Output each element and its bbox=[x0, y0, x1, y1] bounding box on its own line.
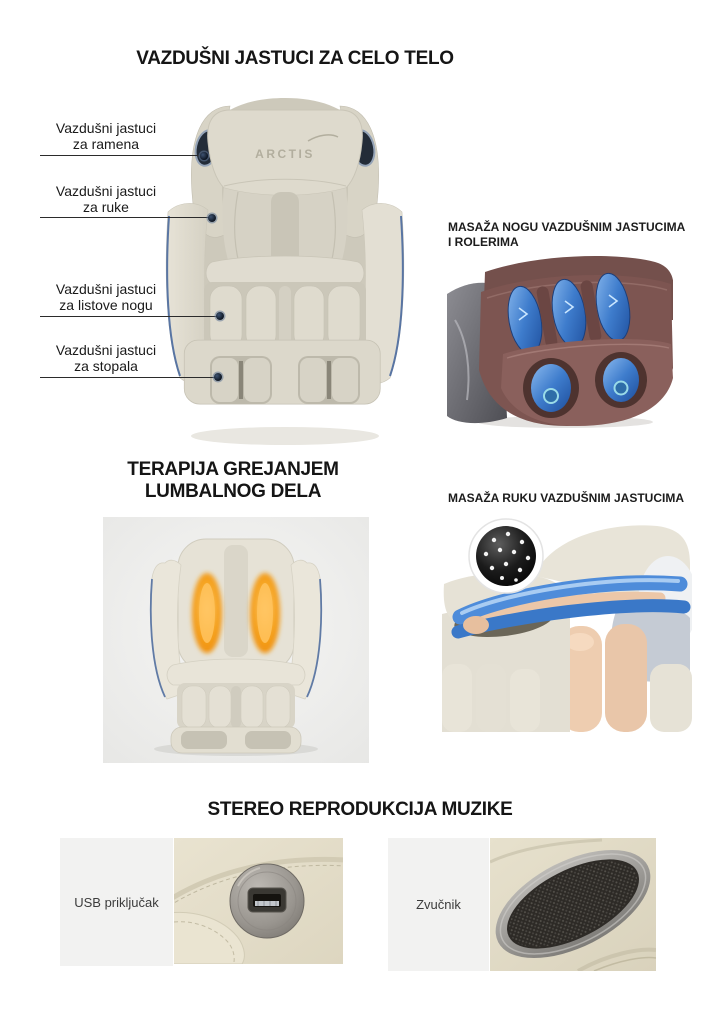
chair-shadow bbox=[191, 427, 379, 445]
callout-label: Vazdušni jastuci bbox=[55, 281, 157, 297]
heat-heading-line2: LUMBALNOG DELA bbox=[144, 481, 322, 502]
speaker-photo bbox=[490, 838, 656, 971]
person-leg-right bbox=[605, 624, 647, 732]
foot-slot bbox=[327, 361, 331, 399]
calf-pad bbox=[182, 686, 206, 728]
callout-line bbox=[40, 217, 212, 218]
callout-dot bbox=[214, 373, 222, 381]
arctis-logo: ARCTIS bbox=[255, 147, 315, 161]
calf-pad bbox=[266, 686, 290, 728]
heat-core-right bbox=[257, 583, 273, 643]
callout-dot bbox=[216, 312, 224, 320]
speaker-label-box bbox=[388, 838, 489, 971]
foot-roller-icon bbox=[615, 382, 628, 395]
callout-label: Vazdušni jastuci bbox=[55, 342, 157, 358]
callout-dot bbox=[200, 152, 208, 160]
callout-line bbox=[40, 155, 204, 156]
calf-pad bbox=[241, 686, 263, 728]
massage-node-sphere-icon bbox=[476, 526, 536, 586]
foot-pad bbox=[300, 358, 326, 402]
calf-pad bbox=[210, 286, 242, 348]
chair-front-pad bbox=[476, 664, 506, 732]
person-hand bbox=[463, 616, 489, 634]
callout-dot bbox=[208, 214, 216, 222]
backrest-channel bbox=[224, 545, 248, 657]
main-chair-illustration bbox=[160, 84, 410, 452]
callout-label: Vazdušni jastuci bbox=[55, 120, 157, 136]
callout-line bbox=[40, 377, 218, 378]
chair-front-pad bbox=[510, 669, 540, 732]
speaker-label: Zvučnik bbox=[416, 897, 461, 912]
calf-divider bbox=[231, 686, 241, 728]
heat-therapy-photo bbox=[103, 517, 369, 763]
foot-roller-icon bbox=[544, 389, 558, 403]
stereo-heading: STEREO REPRODUKCIJA MUZIKE bbox=[207, 799, 513, 820]
calf-pad bbox=[246, 286, 276, 348]
foot-pocket-right bbox=[245, 731, 291, 749]
callout-arms bbox=[36, 183, 176, 215]
heat-heading-line1: TERAPIJA GREJANJEM bbox=[127, 459, 339, 480]
heat-core-left bbox=[199, 583, 215, 643]
chair-front-pad bbox=[442, 664, 472, 732]
calf-pad bbox=[209, 686, 231, 728]
callout-feet bbox=[36, 342, 176, 374]
callout-label: za stopala bbox=[74, 358, 138, 374]
callout-shoulders bbox=[36, 120, 176, 152]
knee-highlight bbox=[566, 633, 594, 651]
leg-massage-photo bbox=[447, 250, 673, 430]
foot-pad bbox=[244, 358, 270, 402]
calf-pad bbox=[294, 286, 324, 348]
callout-label: za ruke bbox=[83, 199, 129, 215]
heat-therapy-heading bbox=[33, 459, 433, 503]
leg-massage-heading-line2: I ROLERIMA bbox=[448, 235, 519, 249]
section-title-full-body: VAZDUŠNI JASTUCI ZA CELO TELO bbox=[136, 48, 454, 69]
usb-label-box bbox=[60, 838, 173, 966]
foot-pad bbox=[332, 358, 358, 402]
callout-line bbox=[40, 316, 220, 317]
usb-port-photo bbox=[174, 838, 343, 964]
arm-massage-heading: MASAŽA RUKU VAZDUŠNIM JASTUCIMA bbox=[448, 491, 684, 505]
usb-label: USB priključak bbox=[74, 894, 159, 910]
callout-calves bbox=[36, 281, 176, 313]
callout-label: Vazdušni jastuci bbox=[55, 183, 157, 199]
callout-label: za ramena bbox=[72, 136, 140, 152]
calf-divider bbox=[279, 286, 291, 348]
leg-massage-heading bbox=[448, 220, 685, 250]
seat-cushion bbox=[206, 256, 364, 284]
foot-pocket-left bbox=[181, 731, 227, 749]
foot-slot bbox=[239, 361, 243, 399]
chair-side-pad bbox=[650, 664, 692, 732]
seat-cushion bbox=[167, 659, 305, 685]
usb-tongue bbox=[255, 901, 279, 906]
calf-pad bbox=[328, 286, 360, 348]
arm-massage-photo bbox=[442, 514, 692, 732]
leg-massage-heading-line1: MASAŽA NOGU VAZDUŠNIM JASTUCIMA bbox=[448, 220, 686, 234]
callout-label: za listove nogu bbox=[59, 297, 153, 313]
